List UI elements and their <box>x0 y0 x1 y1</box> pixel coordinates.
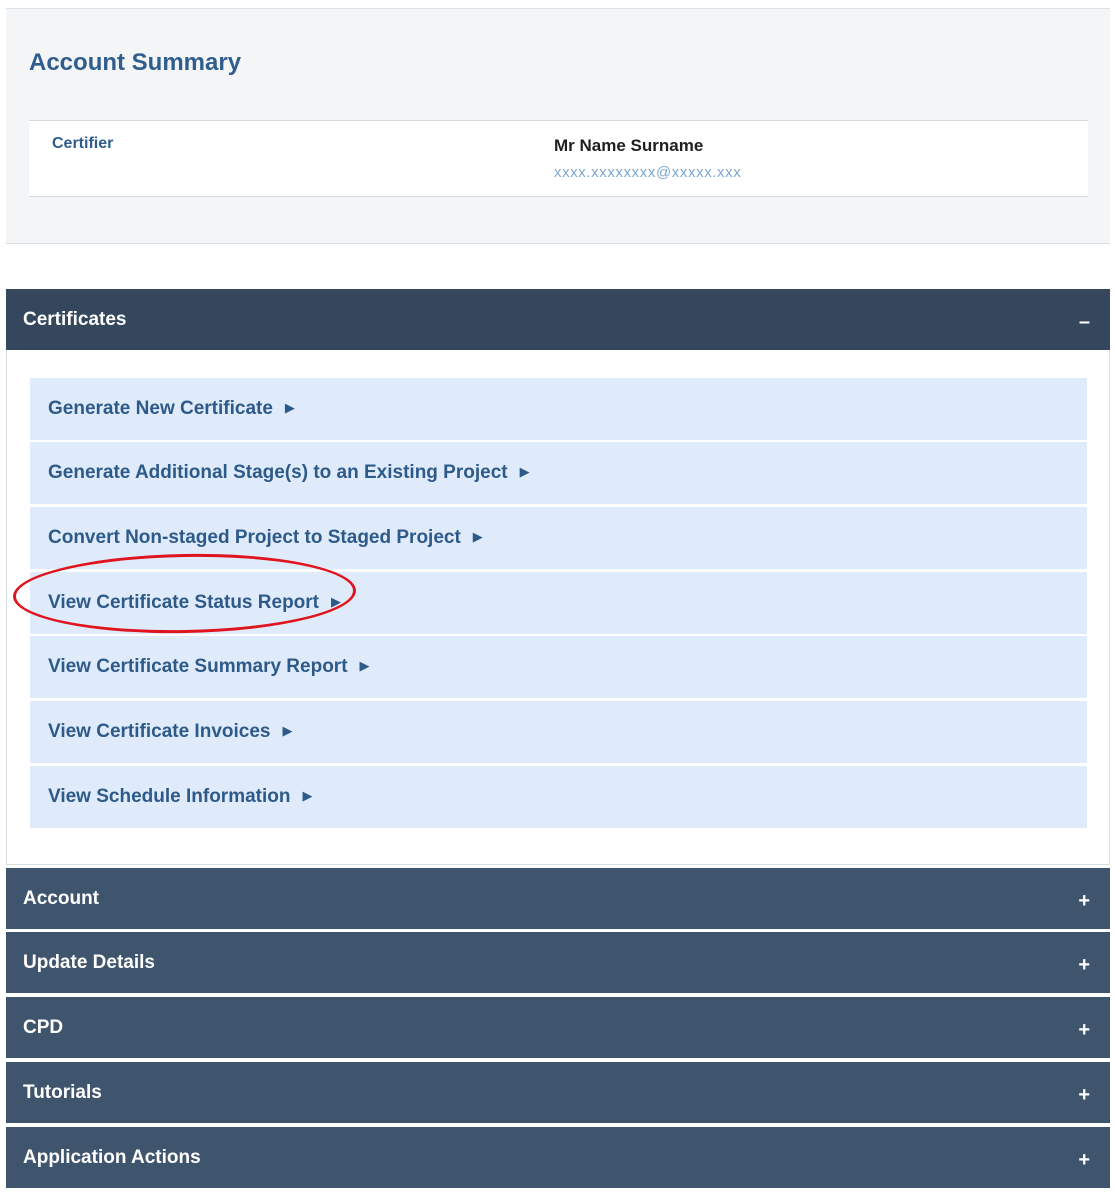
arrow-right-icon: ▶ <box>331 594 342 609</box>
panel-title-account: Account <box>23 887 99 909</box>
link-view-certificate-invoices[interactable] <box>30 701 1087 763</box>
arrow-right-icon: ▶ <box>284 400 295 415</box>
panel-header-tutorials[interactable] <box>6 1062 1110 1123</box>
link-view-schedule-information[interactable] <box>30 766 1087 828</box>
panel-header-account[interactable] <box>6 868 1110 929</box>
plus-icon[interactable]: + <box>1078 1148 1090 1171</box>
link-convert-non-staged-project[interactable] <box>30 507 1087 569</box>
certifier-email[interactable]: xxxx.xxxxxxxx@xxxxx.xxx <box>554 164 742 181</box>
link-generate-new-certificate[interactable] <box>30 378 1087 440</box>
arrow-right-icon: ▶ <box>472 529 483 544</box>
link-label: Convert Non-staged Project to Staged Project ▶ <box>48 527 483 548</box>
link-generate-additional-stages[interactable] <box>30 442 1087 504</box>
link-label: Generate Additional Stage(s) to an Existing Project ▶ <box>48 462 530 483</box>
arrow-right-icon: ▶ <box>519 464 530 479</box>
certifier-name: Mr Name Surname <box>554 136 704 155</box>
account-summary-title: Account Summary <box>29 49 242 76</box>
arrow-right-icon: ▶ <box>282 723 293 738</box>
link-label: View Certificate Summary Report ▶ <box>48 656 370 677</box>
link-view-certificate-status-report[interactable] <box>30 572 1087 634</box>
panel-header-application-actions[interactable] <box>6 1127 1110 1188</box>
plus-icon[interactable]: + <box>1078 953 1090 976</box>
certifier-card <box>29 120 1088 197</box>
panel-header-update-details[interactable] <box>6 932 1110 993</box>
plus-icon[interactable]: + <box>1078 1083 1090 1106</box>
panel-title-application-actions: Application Actions <box>23 1146 201 1168</box>
panel-title-cpd: CPD <box>23 1016 64 1038</box>
panel-title-update-details: Update Details <box>23 951 155 973</box>
panel-title-tutorials: Tutorials <box>23 1081 102 1103</box>
link-view-certificate-summary-report[interactable] <box>30 636 1087 698</box>
link-label: Generate New Certificate ▶ <box>48 398 295 419</box>
certifier-label: Certifier <box>52 135 114 152</box>
link-label: View Certificate Status Report ▶ <box>48 592 342 613</box>
arrow-right-icon: ▶ <box>302 788 313 803</box>
panel-header-certificates[interactable] <box>6 289 1110 350</box>
account-summary <box>6 8 1110 244</box>
panel-header-cpd[interactable] <box>6 997 1110 1058</box>
panel-title-certificates: Certificates <box>23 308 127 330</box>
certificates-panel-body <box>6 350 1110 865</box>
link-label: View Schedule Information ▶ <box>48 786 313 807</box>
arrow-right-icon: ▶ <box>359 658 370 673</box>
link-label: View Certificate Invoices ▶ <box>48 721 293 742</box>
plus-icon[interactable]: + <box>1078 1018 1090 1041</box>
minus-icon[interactable]: – <box>1078 310 1090 333</box>
plus-icon[interactable]: + <box>1078 889 1090 912</box>
